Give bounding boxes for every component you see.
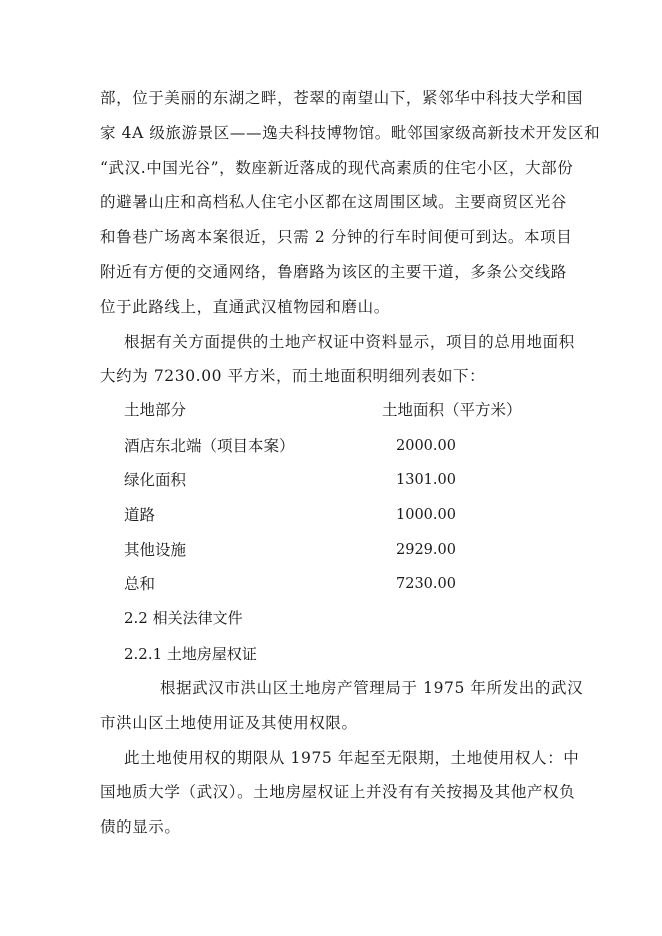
paragraph-line: 大约为 7230.00 平方米，而土地面积明细列表如下： <box>100 367 486 385</box>
paragraph-line: 国地质大学（武汉）。土地房屋权证上并没有有关按揭及其他产权负 <box>100 783 576 801</box>
paragraph-line: 和鲁巷广场离本案很近，只需 2 分钟的行车时间便可到达。本项目 <box>100 228 573 246</box>
table-cell-part: 绿化面积 <box>124 471 187 489</box>
paragraph-line: 位于此路线上，直通武汉植物园和磨山。 <box>100 298 390 316</box>
table-header-area: 土地面积（平方米） <box>382 401 522 419</box>
table-cell-part: 酒店东北端（项目本案） <box>124 437 295 455</box>
paragraph-line: 根据有关方面提供的土地产权证中资料显示，项目的总用地面积 <box>124 333 575 351</box>
paragraph-line: 家 4A 级旅游景区——逸夫科技博物馆。毗邻国家级高新技术开发区和 <box>100 124 601 142</box>
paragraph-line: 的避暑山庄和高档私人住宅小区都在这周围区域。主要商贸区光谷 <box>100 193 567 211</box>
table-cell-area: 1301.00 <box>396 472 456 488</box>
paragraph-line: 此土地使用权的期限从 1975 年起至无限期，土地使用权人：中 <box>124 749 580 767</box>
table-cell-area: 1000.00 <box>396 507 456 523</box>
paragraph-line: 市洪山区土地使用证及其使用权限。 <box>100 714 358 732</box>
paragraph-line: “武汉.中国光谷”，数座新近落成的现代高素质的住宅小区，大部份 <box>100 159 574 177</box>
paragraph-line: 债的显示。 <box>100 818 181 836</box>
section-heading: 2.2 相关法律文件 <box>124 609 243 627</box>
paragraph-line: 部，位于美丽的东湖之畔，苍翠的南望山下，紧邻华中科技大学和国 <box>100 89 584 107</box>
table-cell-area: 2929.00 <box>396 542 456 558</box>
paragraph-line: 附近有方便的交通网络，鲁磨路为该区的主要干道，多条公交线路 <box>100 263 567 281</box>
table-header-part: 土地部分 <box>124 401 187 419</box>
paragraph-line: 根据武汉市洪山区土地房产管理局于 1975 年所发出的武汉 <box>160 679 584 697</box>
table-cell-part: 总和 <box>124 575 156 593</box>
table-cell-area: 2000.00 <box>396 438 456 454</box>
table-cell-area: 7230.00 <box>396 576 456 592</box>
subsection-heading: 2.2.1 土地房屋权证 <box>124 645 257 663</box>
table-cell-part: 道路 <box>124 506 156 524</box>
table-cell-part: 其他设施 <box>124 541 187 559</box>
